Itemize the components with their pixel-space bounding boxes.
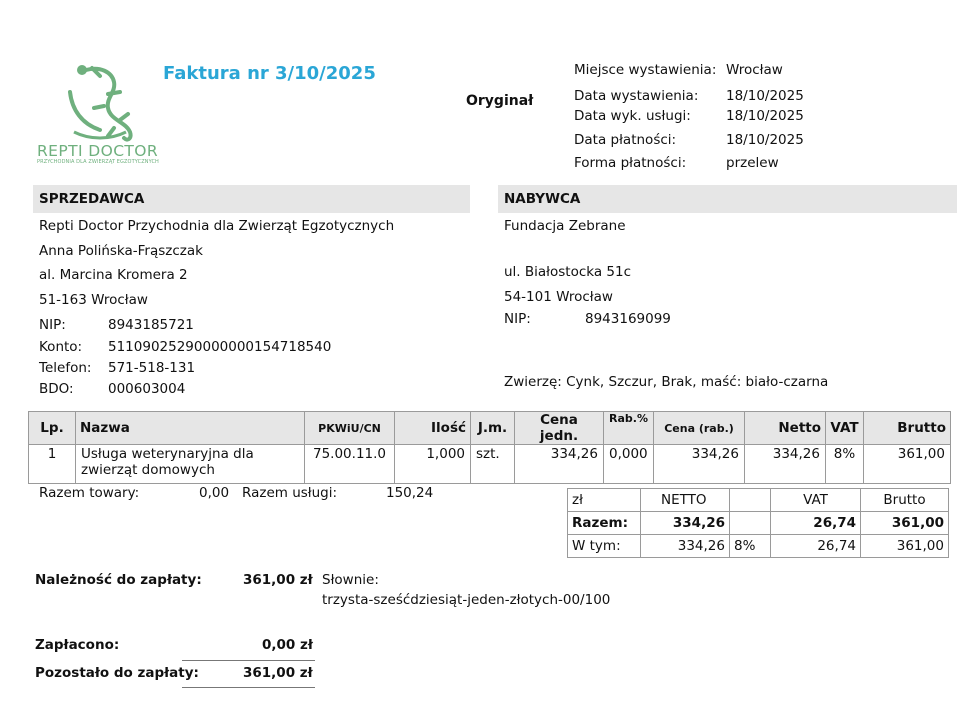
meta-label: Data wystawienia: xyxy=(574,88,699,104)
goods-total-label: Razem towary: xyxy=(39,485,140,501)
cell-name: Usługa weterynaryjna dla zwierząt domowych xyxy=(76,445,305,484)
summary-header-row xyxy=(568,489,949,512)
summary-total-vat: 26,74 xyxy=(771,512,861,535)
col-price: Cena jedn. xyxy=(515,412,604,445)
summary-currency: zł xyxy=(568,489,641,512)
buyer-name: Fundacja Zebrane xyxy=(504,218,626,234)
seller-city: 51-163 Wrocław xyxy=(39,292,148,308)
summary-of-which-row xyxy=(568,535,949,558)
summary-of-which-gross: 361,00 xyxy=(861,535,949,558)
seller-owner: Anna Polińska-Frąszczak xyxy=(39,243,203,259)
seller-phone-label: Telefon: xyxy=(39,360,92,376)
amount-due-value: 361,00 zł xyxy=(243,572,313,588)
seller-nip-label: NIP: xyxy=(39,317,66,333)
seller-street: al. Marcina Kromera 2 xyxy=(39,267,188,283)
summary-total-net: 334,26 xyxy=(641,512,730,535)
invoice-title: Faktura nr 3/10/2025 xyxy=(163,63,376,84)
logo-tagline: PRZYCHODNIA DLA ZWIERZĄT EGZOTYCZNYCH xyxy=(37,159,159,165)
col-qty: Ilość xyxy=(395,412,471,445)
seller-bdo-value: 000603004 xyxy=(108,381,186,397)
seller-account-label: Konto: xyxy=(39,339,83,355)
amount-due-label: Należność do zapłaty: xyxy=(35,572,202,588)
cell-unit: szt. xyxy=(471,445,515,484)
meta-value: 18/10/2025 xyxy=(726,132,804,148)
summary-total-rate xyxy=(730,512,771,535)
items-header-row xyxy=(29,412,951,445)
cell-price: 334,26 xyxy=(515,445,604,484)
col-unit: J.m. xyxy=(471,412,515,445)
meta-value: przelew xyxy=(726,155,779,171)
services-total-value: 150,24 xyxy=(386,485,434,501)
table-row xyxy=(29,445,951,484)
summary-of-which-net: 334,26 xyxy=(641,535,730,558)
buyer-heading: NABYWCA xyxy=(498,185,957,213)
summary-of-which-label: W tym: xyxy=(568,535,641,558)
col-vat: VAT xyxy=(826,412,864,445)
goods-total-value: 0,00 xyxy=(199,485,230,501)
cell-gross: 361,00 xyxy=(864,445,951,484)
seller-heading: SPRZEDAWCA xyxy=(33,185,470,213)
seller-name: Repti Doctor Przychodnia dla Zwierząt Egzotycznych xyxy=(39,218,395,234)
buyer-nip-label: NIP: xyxy=(504,311,531,327)
cell-qty: 1,000 xyxy=(395,445,471,484)
buyer-nip-value: 8943169099 xyxy=(585,311,671,327)
summary-total-row xyxy=(568,512,949,535)
cell-net: 334,26 xyxy=(745,445,826,484)
logo-name: REPTI DOCTOR xyxy=(37,142,159,160)
col-net: Netto xyxy=(745,412,826,445)
cell-price-discounted: 334,26 xyxy=(654,445,745,484)
meta-value: 18/10/2025 xyxy=(726,88,804,104)
meta-value: Wrocław xyxy=(726,62,783,78)
summary-net-header: NETTO xyxy=(641,489,730,512)
paid-value: 0,00 zł xyxy=(262,637,313,653)
paid-label: Zapłacono: xyxy=(35,637,120,653)
summary-total-gross: 361,00 xyxy=(861,512,949,535)
col-gross: Brutto xyxy=(864,412,951,445)
amount-words-label: Słownie: xyxy=(322,572,379,588)
items-table xyxy=(28,411,951,484)
meta-label: Data płatności: xyxy=(574,132,677,148)
summary-total-label: Razem: xyxy=(568,512,641,535)
amount-words-value: trzysta-sześćdziesiąt-jeden-złotych-00/100 xyxy=(322,592,611,608)
services-total-label: Razem usługi: xyxy=(242,485,338,501)
summary-vat-header: VAT xyxy=(771,489,861,512)
col-lp: Lp. xyxy=(29,412,76,445)
seller-nip-value: 8943185721 xyxy=(108,317,194,333)
cell-vat: 8% xyxy=(826,445,864,484)
seller-bdo-label: BDO: xyxy=(39,381,74,397)
divider-line xyxy=(182,660,315,661)
col-price-discounted: Cena (rab.) xyxy=(654,412,745,445)
cell-discount: 0,000 xyxy=(604,445,654,484)
remaining-label: Pozostało do zapłaty: xyxy=(35,665,199,681)
summary-rate-header xyxy=(730,489,771,512)
buyer-street: ul. Białostocka 51c xyxy=(504,264,632,280)
col-pkwiu: PKWiU/CN xyxy=(305,412,395,445)
copy-label: Oryginał xyxy=(466,93,534,109)
vat-summary-table xyxy=(567,488,949,558)
buyer-city: 54-101 Wrocław xyxy=(504,289,613,305)
meta-label: Data wyk. usługi: xyxy=(574,108,691,124)
summary-gross-header: Brutto xyxy=(861,489,949,512)
summary-of-which-vat: 26,74 xyxy=(771,535,861,558)
seller-phone-value: 571-518-131 xyxy=(108,360,196,376)
cell-lp: 1 xyxy=(29,445,76,484)
divider-line xyxy=(182,687,315,688)
remaining-value: 361,00 zł xyxy=(243,665,313,681)
meta-label: Forma płatności: xyxy=(574,155,687,171)
meta-label: Miejsce wystawienia: xyxy=(574,62,717,78)
col-name: Nazwa xyxy=(76,412,305,445)
col-discount: Rab.% xyxy=(604,412,654,445)
buyer-animal-note: Zwierzę: Cynk, Szczur, Brak, maść: biało-czarna xyxy=(504,374,829,390)
seller-account-value: 51109025290000000154718540 xyxy=(108,339,332,355)
cell-pkwiu: 75.00.11.0 xyxy=(305,445,395,484)
summary-of-which-rate: 8% xyxy=(730,535,771,558)
meta-value: 18/10/2025 xyxy=(726,108,804,124)
